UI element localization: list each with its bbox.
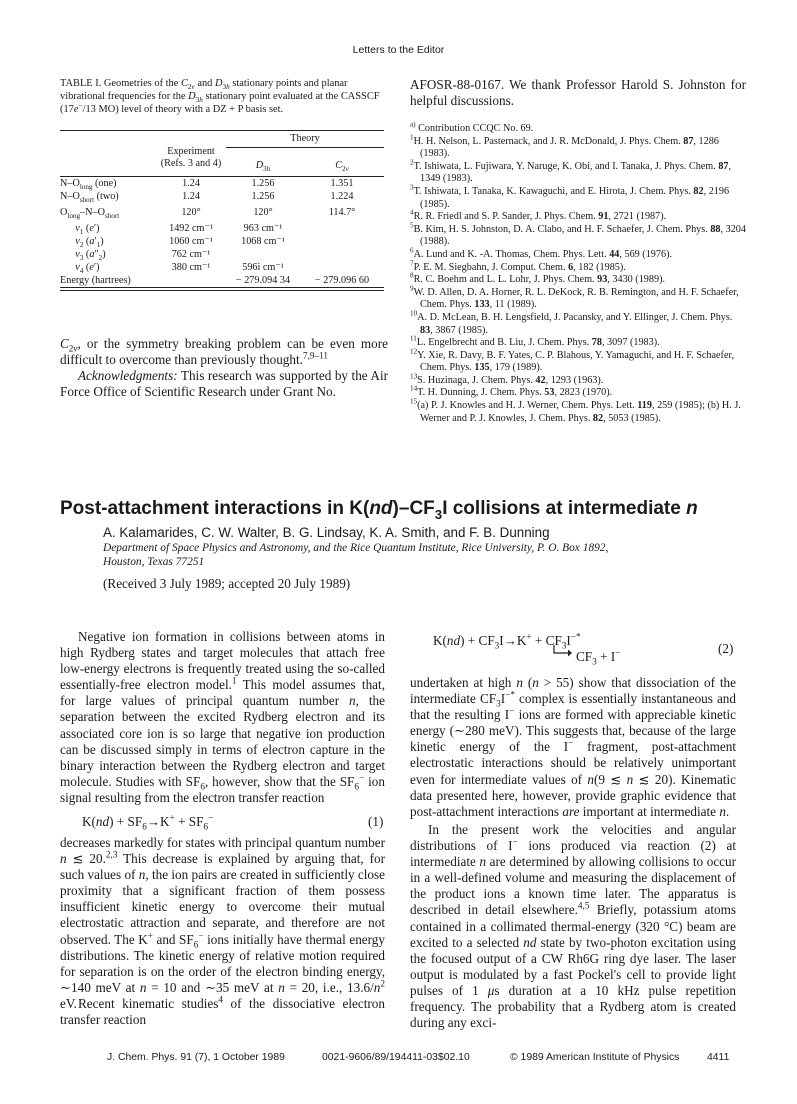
- c2v-value: 114.7°: [328, 207, 356, 218]
- d3h-value: 596i cm⁻¹: [242, 262, 284, 273]
- d3h-header: $D_{3h}$: [255, 160, 271, 174]
- right-column-continuation: AFOSR-88-0167. We thank Professor Harold S. Johnston for helpful discussions.: [410, 77, 746, 109]
- row-label: $O_{long}-N-O_{short}$: [60, 207, 120, 221]
- experiment-header: Experiment: [167, 146, 215, 157]
- row-label: Energy (hartrees): [60, 275, 131, 286]
- body-paragraph-1: Negative ion formation in collisions between atoms in high Rydberg states and target molecules that attach free low-energy electrons is frequently treated using the so-called essentially-free electron model.$^1$ This model assumes that, for large values of principal quantum number n, the separation between the excited Rydberg electron and its associated core ion is so large that negative ion production can be discussed simply in terms of electron capture in the binary interaction between the Rydberg electron and target molecule. Studies with $SF_6$, however, show that the $SF_6^-$ ion signal resulting from the electron transfer reaction: [60, 629, 385, 805]
- footer-page-number: 4411: [707, 1052, 730, 1063]
- reference-item: $^1$H. H. Nelson, L. Pasternack, and J. R. McDonald, J. Phys. Chem. 87, 1286 (1983).: [410, 133, 719, 160]
- footer-journal: J. Chem. Phys. 91 (7), 1 October 1989: [107, 1052, 285, 1063]
- body-paragraph-4: undertaken at high n (n > 55) show that dissociation of the intermediate $CF_3I^{-*}$ complex is essentially instantaneous and that the resulting I− ions are formed with appreciable kinetic energy (∼280 meV). This suggests that, because of the large kinetic energy of the I− fragment, post-attachment electrostatic interactions should be relatively unimportant even for intermediate values of n(9 ≲ n ≲ 20). Kinematic data presented here, however, provide graphic evidence that post-attachment interactions are important at intermediate n.: [410, 675, 736, 819]
- running-head: Letters to the Editor: [352, 44, 445, 56]
- reference-item: $^8$R. C. Boehm and L. L. Lohr, J. Phys. Chem. 93, 3430 (1989).: [410, 271, 666, 286]
- reference-item: $^{11}$L. Engelbrecht and B. Liu, J. Chem. Phys. 78, 3097 (1983).: [410, 334, 660, 349]
- reference-item: $^3$T. Ishiwata, I. Tanaka, K. Kawaguchi, and E. Hirota, J. Chem. Phys. 82, 2196 (1985).: [410, 183, 730, 210]
- acknowledgments: Acknowledgments: This research was supported by the Air Force Office of Scientific Research under Grant No.: [60, 368, 388, 400]
- experiment-value: 1060 cm⁻¹: [169, 236, 213, 247]
- row-label: $N-O_{short}$ (two): [60, 191, 119, 205]
- row-label: $\nu_1$ (e′): [75, 223, 100, 237]
- body-paragraph-2: decreases markedly for states with principal quantum number n ≲ 20.$^{2,3}$ This decrease is explained by arguing that, for such values of n, the ion pairs are created in sufficiently close proximity that a significant fraction of them possess insufficient kinetic energy to overcome their mutual electrostatic attraction and separate, and therefore are not observed. The K+ and $SF_6^-$ ions initially have thermal energy distributions. The kinetic energy of relative motion required for separation is on the order of the electron binding energy, ∼140 meV at n = 10 and ∼35 meV at n = 20, i.e., $13.6/n^2$ eV.: [60, 835, 385, 1011]
- equation-1-number: (1): [368, 814, 384, 829]
- table-caption: TABLE I. Geometries of the $C_{2v}$ and $D_{3h}$ stationary points and planar vibrational frequencies for the $D_{3h}$ stationary point evaluated at the CASSCF (17e−/13 MO) level of theory with a DZ + P basis set.: [60, 78, 380, 116]
- experiment-value: 380 cm⁻¹: [171, 262, 211, 273]
- footer-copyright: © 1989 American Institute of Physics: [510, 1052, 680, 1063]
- reference-item: $^{13}$S. Huzinaga, J. Chem. Phys. 42, 1293 (1963).: [410, 372, 604, 386]
- left-column-continuation: $C_{2v}$, or the symmetry breaking problem can be even more difficult to overcome than previously thought.$^{7,9-11}$: [60, 336, 388, 368]
- body-paragraph-5: In the present work the velocities and angular distributions of I− ions produced via reaction (2) at intermediate n are determined by allowing collisions to occur in a well-defined volume and measuring the displacement of the product ions a known time later. The apparatus is described in detail elsewhere.$^{4,5}$ Briefly, potassium atoms contained in a collimated thermal-energy (320 °C) beam are excited to a selected nd state by two-photon excitation using the focused output of a CW Rh6G ring dye laser. The laser output is modulated by a fast Pockel's cell to provide light pulses of 1 μs duration at a 10 kHz pulse repetition frequency. The probability that a Rydberg atom is created during any exci-: [410, 822, 737, 1031]
- d3h-value: 1068 cm⁻¹: [241, 236, 285, 247]
- d3h-value: 1.256: [251, 191, 275, 202]
- c2v-value: 1.351: [330, 178, 354, 189]
- arrow-icon: [553, 644, 573, 658]
- affiliation: Department of Space Physics and Astronomy, and the Rice Quantum Institute, Rice University, P. O. Box 1892, Houston, Texas 77251: [103, 542, 609, 568]
- body-paragraph-3: Recent kinematic studies$^4$ of the dissociative electron transfer reaction: [60, 994, 385, 1028]
- row-label: $\nu_4$ (e′): [75, 262, 100, 276]
- row-label: $\nu_2$ $(a'_1)$: [75, 236, 104, 250]
- d3h-value: 963 cm⁻¹: [243, 223, 283, 234]
- d3h-value: 120°: [253, 207, 273, 218]
- reference-item: $^{a)}$ Contribution CCQC No. 69.: [410, 120, 534, 134]
- c2v-value: 1.224: [330, 191, 354, 202]
- equation-2-number: (2): [718, 641, 734, 656]
- reference-item: $^6$A. Lund and K. -A. Thomas, Chem. Phys. Lett. 44, 569 (1976).: [410, 246, 673, 260]
- received-date: (Received 3 July 1989; accepted 20 July 1989): [103, 576, 351, 591]
- reference-item: $^{14}$T. H. Dunning, J. Chem. Phys. 53, 2823 (1970).: [410, 385, 613, 399]
- row-label: $\nu_3$ $(a''_2)$: [75, 249, 106, 263]
- reference-item: $^2$T. Ishiwata, L. Fujiwara, Y. Naruge, K. Obi, and I. Tanaka, J. Phys. Chem. 87, 1349 (1983).: [410, 158, 732, 185]
- reference-item: $^{12}$Y. Xie, R. Davy, B. F. Yates, C. P. Blahous, Y. Yamaguchi, and H. F. Schaefer, Chem. Phys. 135, 179 (1989).: [410, 347, 735, 374]
- reference-list: [410, 120, 746, 425]
- d3h-value: − 279.094 34: [235, 275, 291, 286]
- article-title: Post-attachment interactions in $K(nd)-CF_3I$ collisions at intermediate n: [60, 498, 698, 522]
- reference-item: $^{15}$(a) P. J. Knowles and H. J. Werner, Chem. Phys. Lett. 119, 259 (1985); (b) H. J. Werner and P. J. Knowles, J. Chem. Phys. 82, 5053 (1985).: [410, 397, 741, 424]
- theory-header: Theory: [290, 133, 320, 144]
- experiment-refs: (Refs. 3 and 4): [160, 158, 222, 169]
- equation-2-line-1: $K(nd) + CF_3I\to K^+ + CF_3I^{-*}$: [433, 631, 581, 651]
- footer-code: 0021-9606/89/194411-03$02.10: [322, 1052, 470, 1063]
- experiment-value: 762 cm⁻¹: [171, 249, 211, 260]
- authors: A. Kalamarides, C. W. Walter, B. G. Lindsay, K. A. Smith, and F. B. Dunning: [103, 525, 550, 540]
- row-label: $N-O_{long}$ (one): [60, 178, 117, 192]
- reference-item: $^5$B. Kim, H. S. Johnston, D. A. Clabo, and H. F. Schaefer, J. Chem. Phys. 88, 3204 (1988).: [410, 221, 746, 248]
- experiment-value: 120°: [181, 207, 201, 218]
- experiment-value: 1.24: [182, 191, 200, 202]
- equation-2-line-2: $CF_3 + I^-$: [576, 647, 621, 667]
- reference-item: $^{10}$A. D. McLean, B. H. Lengsfield, J. Pacansky, and Y. Ellinger, J. Chem. Phys. 83, 3867 (1985).: [410, 309, 733, 336]
- experiment-value: 1.24: [182, 178, 200, 189]
- reference-item: $^4$R. R. Friedl and S. P. Sander, J. Phys. Chem. 91, 2721 (1987).: [410, 208, 667, 223]
- reference-item: $^7$P. E. M. Siegbahn, J. Comput. Chem. 6, 182 (1985).: [410, 259, 626, 273]
- c2v-header: $C_{2v}$: [335, 160, 349, 174]
- experiment-value: 1492 cm⁻¹: [169, 223, 213, 234]
- c2v-value: − 279.096 60: [314, 275, 370, 286]
- d3h-value: 1.256: [251, 178, 275, 189]
- equation-1: $K(nd) + SF_6\to K^+ + SF_6^-$: [82, 812, 214, 832]
- reference-item: $^9$W. D. Allen, D. A. Horner, R. L. DeKock, R. B. Remington, and H. F. Schaefer, Chem. Phys. 133, 11 (1989).: [410, 284, 739, 311]
